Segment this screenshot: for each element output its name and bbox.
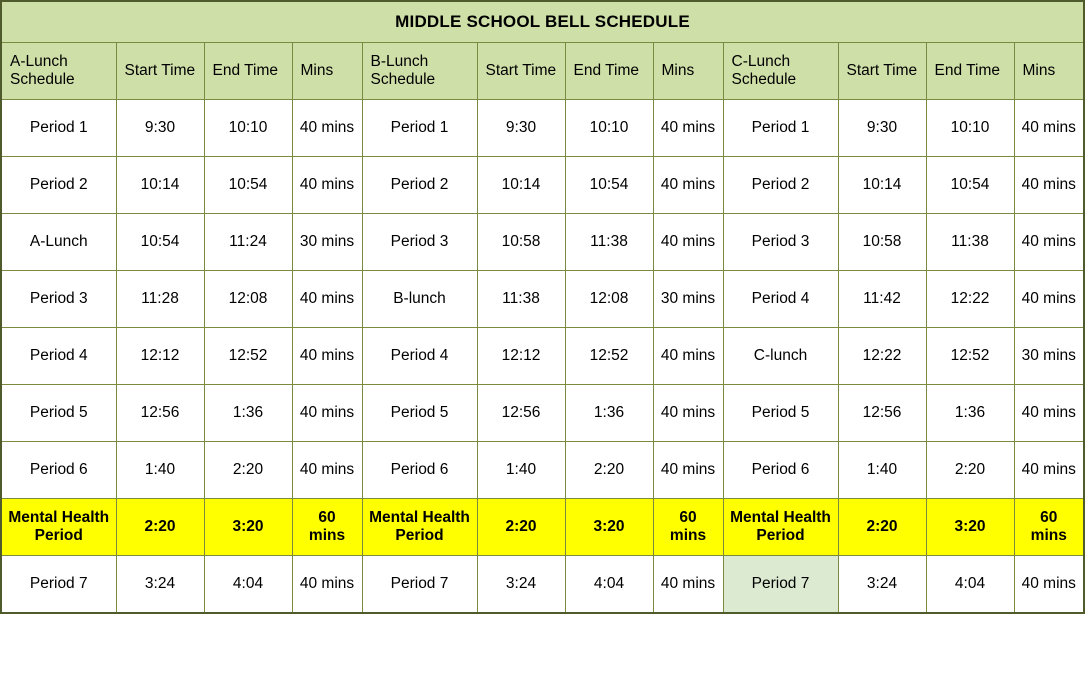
end-time-b: 2:20 [565,442,653,499]
row-label-a: Period 6 [1,442,116,499]
start-time-c: 12:56 [838,385,926,442]
table-row [1,214,1084,271]
start-time-b: 12:12 [477,328,565,385]
end-time-b: 11:38 [565,214,653,271]
table-row [1,385,1084,442]
end-time-a: 12:08 [204,271,292,328]
duration-b: 40 mins [653,100,723,157]
column-header-c-mins: Mins [1014,43,1084,100]
duration-c: 30 mins [1014,328,1084,385]
start-time-a: 11:28 [116,271,204,328]
end-time-a: 10:54 [204,157,292,214]
table-row [1,157,1084,214]
duration-c: 40 mins [1014,100,1084,157]
start-time-b: 10:58 [477,214,565,271]
column-header-a-start-time: Start Time [116,43,204,100]
end-time-c: 3:20 [926,499,1014,556]
duration-a: 40 mins [292,157,362,214]
end-time-a: 2:20 [204,442,292,499]
duration-c: 40 mins [1014,442,1084,499]
row-label-c: Period 4 [723,271,838,328]
start-time-a: 3:24 [116,556,204,614]
start-time-a: 10:14 [116,157,204,214]
end-time-b: 10:54 [565,157,653,214]
page-title: MIDDLE SCHOOL BELL SCHEDULE [1,1,1084,43]
start-time-c: 12:22 [838,328,926,385]
start-time-b: 9:30 [477,100,565,157]
row-label-b: Mental Health Period [362,499,477,556]
end-time-a: 1:36 [204,385,292,442]
end-time-c: 1:36 [926,385,1014,442]
duration-c: 40 mins [1014,271,1084,328]
duration-c: 40 mins [1014,556,1084,614]
column-header-b-start-time: Start Time [477,43,565,100]
start-time-b: 1:40 [477,442,565,499]
row-label-b: Period 6 [362,442,477,499]
duration-c: 60 mins [1014,499,1084,556]
row-label-b: Period 3 [362,214,477,271]
table-header-row [1,43,1084,100]
table-row [1,328,1084,385]
column-header-b-mins: Mins [653,43,723,100]
start-time-c: 2:20 [838,499,926,556]
start-time-b: 11:38 [477,271,565,328]
column-header-b-lunch-schedule: B-Lunch Schedule [362,43,477,100]
row-label-c: C-lunch [723,328,838,385]
end-time-b: 10:10 [565,100,653,157]
table-row [1,499,1084,556]
end-time-c: 12:22 [926,271,1014,328]
duration-a: 30 mins [292,214,362,271]
column-header-c-end-time: End Time [926,43,1014,100]
start-time-c: 10:14 [838,157,926,214]
row-label-a: Period 3 [1,271,116,328]
end-time-a: 3:20 [204,499,292,556]
start-time-c: 10:58 [838,214,926,271]
duration-a: 40 mins [292,442,362,499]
row-label-a: Mental Health Period [1,499,116,556]
column-header-c-lunch-schedule: C-Lunch Schedule [723,43,838,100]
start-time-a: 10:54 [116,214,204,271]
duration-c: 40 mins [1014,385,1084,442]
row-label-a: Period 7 [1,556,116,614]
duration-c: 40 mins [1014,214,1084,271]
start-time-b: 12:56 [477,385,565,442]
end-time-b: 3:20 [565,499,653,556]
duration-b: 40 mins [653,556,723,614]
start-time-b: 10:14 [477,157,565,214]
end-time-c: 2:20 [926,442,1014,499]
row-label-b: B-lunch [362,271,477,328]
duration-a: 40 mins [292,271,362,328]
table-title-row [1,1,1084,43]
start-time-c: 9:30 [838,100,926,157]
end-time-c: 11:38 [926,214,1014,271]
end-time-b: 1:36 [565,385,653,442]
table-row [1,442,1084,499]
start-time-c: 3:24 [838,556,926,614]
duration-a: 40 mins [292,328,362,385]
row-label-c: Period 1 [723,100,838,157]
duration-b: 40 mins [653,157,723,214]
duration-a: 40 mins [292,556,362,614]
start-time-b: 2:20 [477,499,565,556]
end-time-c: 12:52 [926,328,1014,385]
duration-b: 40 mins [653,442,723,499]
table-row [1,100,1084,157]
duration-a: 40 mins [292,100,362,157]
duration-c: 40 mins [1014,157,1084,214]
start-time-b: 3:24 [477,556,565,614]
table-row [1,556,1084,614]
start-time-a: 9:30 [116,100,204,157]
end-time-c: 10:10 [926,100,1014,157]
row-label-c: Period 5 [723,385,838,442]
row-label-a: Period 2 [1,157,116,214]
column-header-b-end-time: End Time [565,43,653,100]
start-time-a: 2:20 [116,499,204,556]
column-header-a-lunch-schedule: A-Lunch Schedule [1,43,116,100]
row-label-b: Period 2 [362,157,477,214]
row-label-c: Period 6 [723,442,838,499]
start-time-c: 1:40 [838,442,926,499]
table-row [1,271,1084,328]
row-label-c: Mental Health Period [723,499,838,556]
row-label-b: Period 5 [362,385,477,442]
end-time-a: 12:52 [204,328,292,385]
column-header-c-start-time: Start Time [838,43,926,100]
duration-a: 40 mins [292,385,362,442]
end-time-c: 4:04 [926,556,1014,614]
row-label-a: Period 1 [1,100,116,157]
end-time-a: 11:24 [204,214,292,271]
start-time-c: 11:42 [838,271,926,328]
row-label-b: Period 7 [362,556,477,614]
duration-b: 40 mins [653,385,723,442]
start-time-a: 12:12 [116,328,204,385]
row-label-a: Period 5 [1,385,116,442]
row-label-c: Period 2 [723,157,838,214]
row-label-c: Period 7 [723,556,838,614]
end-time-b: 12:08 [565,271,653,328]
end-time-a: 10:10 [204,100,292,157]
end-time-b: 4:04 [565,556,653,614]
start-time-a: 1:40 [116,442,204,499]
duration-b: 60 mins [653,499,723,556]
duration-a: 60 mins [292,499,362,556]
duration-b: 30 mins [653,271,723,328]
column-header-a-end-time: End Time [204,43,292,100]
row-label-a: Period 4 [1,328,116,385]
row-label-a: A-Lunch [1,214,116,271]
row-label-b: Period 4 [362,328,477,385]
duration-b: 40 mins [653,328,723,385]
start-time-a: 12:56 [116,385,204,442]
row-label-c: Period 3 [723,214,838,271]
end-time-c: 10:54 [926,157,1014,214]
end-time-a: 4:04 [204,556,292,614]
column-header-a-mins: Mins [292,43,362,100]
end-time-b: 12:52 [565,328,653,385]
row-label-b: Period 1 [362,100,477,157]
duration-b: 40 mins [653,214,723,271]
